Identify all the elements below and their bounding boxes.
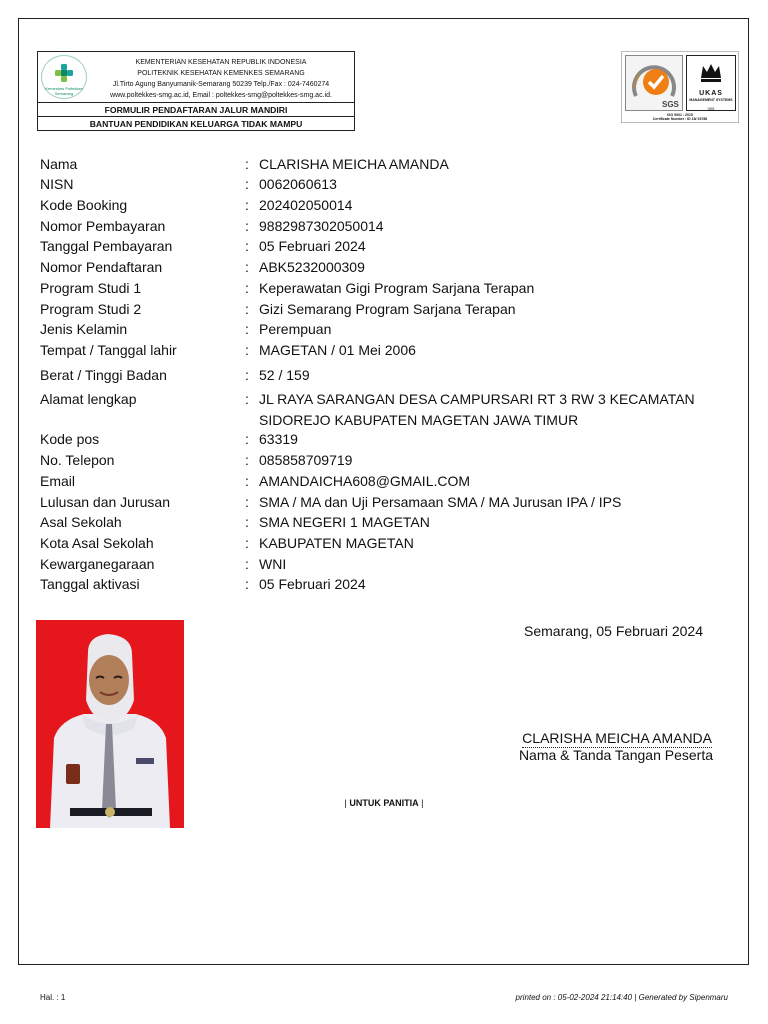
- field-value: JL RAYA SARANGAN DESA CAMPURSARI RT 3 RW 3 KECAMATAN SIDOREJO KABUPATEN MAGETAN JAWA TIMUR: [259, 391, 695, 428]
- field-colon: :: [245, 156, 249, 172]
- field-value: 085858709719: [259, 452, 353, 468]
- field-colon: :: [245, 452, 249, 468]
- sgs-mark: SGS: [662, 100, 679, 109]
- field-colon: :: [245, 218, 249, 234]
- committee-section: [300, 797, 468, 809]
- field-value: CLARISHA MEICHA AMANDA: [259, 156, 449, 172]
- polytechnic-line: POLITEKNIK KESEHATAN KEMENKES SEMARANG: [137, 70, 305, 77]
- field-label: Program Studi 2: [40, 301, 142, 317]
- logo-text: Kemenkes Poltekkes Semarang: [45, 86, 83, 96]
- place-date: Semarang, 05 Februari 2024: [524, 623, 703, 639]
- field-value: SMA / MA dan Uji Persamaan SMA / MA Jurusan IPA / IPS: [259, 494, 622, 510]
- field-label: NISN: [40, 176, 74, 192]
- committee-bar-right: |: [421, 798, 424, 808]
- field-value: 05 Februari 2024: [259, 238, 366, 254]
- sgs-badge: [625, 55, 683, 111]
- field-value: 63319: [259, 431, 298, 447]
- field-label: Asal Sekolah: [40, 514, 122, 530]
- address-line: Jl.Tirto Agung Banyumanik-Semarang 50239 Telp./Fax : 024-7460274: [112, 81, 330, 88]
- field-value: Perempuan: [259, 321, 332, 337]
- field-label: Kode Booking: [40, 197, 128, 213]
- field-value: WNI: [259, 556, 287, 572]
- form-title: FORMULIR PENDAFTARAN JALUR MANDIRI: [38, 102, 354, 117]
- field-value: Gizi Semarang Program Sarjana Terapan: [259, 301, 516, 317]
- field-colon: :: [245, 535, 249, 551]
- field-label: Jenis Kelamin: [40, 321, 128, 337]
- print-info: printed on : 05-02-2024 21:14:40 | Generated by Sipenmaru: [515, 993, 728, 1002]
- iso-certificate-text: [622, 113, 738, 121]
- field-colon: :: [245, 473, 249, 489]
- field-value: AMANDAICHA608@GMAIL.COM: [259, 473, 471, 489]
- field-label: Kota Asal Sekolah: [40, 535, 154, 551]
- contact-line: www.poltekkes-smg.ac.id, Email : poltekkes-smg@poltekkes-smg.ac.id.: [110, 92, 332, 99]
- field-value: MAGETAN / 01 Mei 2006: [259, 342, 416, 358]
- field-value: 05 Februari 2024: [259, 576, 366, 592]
- field-value: ABK5232000309: [259, 259, 365, 275]
- field-colon: :: [245, 280, 249, 296]
- field-label: No. Telepon: [40, 452, 115, 468]
- ukas-badge: [686, 55, 736, 111]
- field-colon: :: [245, 431, 249, 447]
- signature-name: [506, 730, 712, 747]
- field-colon: :: [245, 342, 249, 358]
- committee-label: UNTUK PANITIA: [349, 798, 419, 808]
- field-value: Keperawatan Gigi Program Sarjana Terapan: [259, 280, 535, 296]
- field-value: KABUPATEN MAGETAN: [259, 535, 414, 551]
- crown-icon: [687, 56, 735, 88]
- field-colon: :: [245, 391, 249, 407]
- committee-bar-left: |: [344, 798, 347, 808]
- field-label: Alamat lengkap: [40, 391, 137, 407]
- field-label: Email: [40, 473, 76, 489]
- field-colon: :: [245, 556, 249, 572]
- field-colon: :: [245, 321, 249, 337]
- field-label: Tanggal aktivasi: [40, 576, 140, 592]
- field-label: Tempat / Tanggal lahir: [40, 342, 177, 358]
- applicant-portrait: [36, 620, 184, 828]
- field-colon: :: [245, 197, 249, 213]
- field-label: Program Studi 1: [40, 280, 142, 296]
- field-value: 52 / 159: [259, 367, 310, 383]
- field-label: Kewarganegaraan: [40, 556, 155, 572]
- ukas-mark: UKAS: [699, 90, 723, 97]
- signature-caption: Nama & Tanda Tangan Peserta: [518, 747, 713, 763]
- field-value: 0062060613: [259, 176, 337, 192]
- field-label: Nomor Pendaftaran: [40, 259, 163, 275]
- field-colon: :: [245, 301, 249, 317]
- field-label: Berat / Tinggi Badan: [40, 367, 167, 383]
- field-colon: :: [245, 176, 249, 192]
- ukas-subtitle: MANAGEMENT SYSTEMS: [689, 98, 733, 102]
- kemenkes-logo-icon: [54, 63, 74, 83]
- sgs-arc-text: ISO 9001: [631, 71, 642, 90]
- header-top: [38, 52, 354, 102]
- field-colon: :: [245, 238, 249, 254]
- ministry-line: KEMENTERIAN KESEHATAN REPUBLIK INDONESIA: [135, 59, 307, 66]
- kemenkes-logo: [41, 55, 87, 99]
- field-colon: :: [245, 367, 249, 383]
- ukas-number: 005: [707, 106, 715, 111]
- applicant-photo: [36, 620, 184, 828]
- field-label: Nama: [40, 156, 78, 172]
- certification-badges: [621, 51, 739, 123]
- field-colon: :: [245, 576, 249, 592]
- field-value: 202402050014: [259, 197, 353, 213]
- iso-standard: ISO 9001 : 2015: [667, 113, 693, 117]
- field-value: SMA NEGERI 1 MAGETAN: [259, 514, 430, 530]
- signature-name-text: CLARISHA MEICHA AMANDA: [522, 730, 712, 746]
- iso-certificate-number: Certificate Number : ID 18/ 03786: [652, 117, 708, 121]
- header-lines: [90, 57, 352, 101]
- field-colon: :: [245, 514, 249, 530]
- institution-header: [37, 51, 355, 131]
- field-value: 9882987302050014: [259, 218, 384, 234]
- field-label: Tanggal Pembayaran: [40, 238, 173, 254]
- field-label: Kode pos: [40, 431, 100, 447]
- page-number: Hal. : 1: [40, 993, 66, 1002]
- field-colon: :: [245, 259, 249, 275]
- field-colon: :: [245, 494, 249, 510]
- field-label: Lulusan dan Jurusan: [40, 494, 170, 510]
- form-subtitle: BANTUAN PENDIDIKAN KELUARGA TIDAK MAMPU: [38, 116, 354, 131]
- field-label: Nomor Pembayaran: [40, 218, 166, 234]
